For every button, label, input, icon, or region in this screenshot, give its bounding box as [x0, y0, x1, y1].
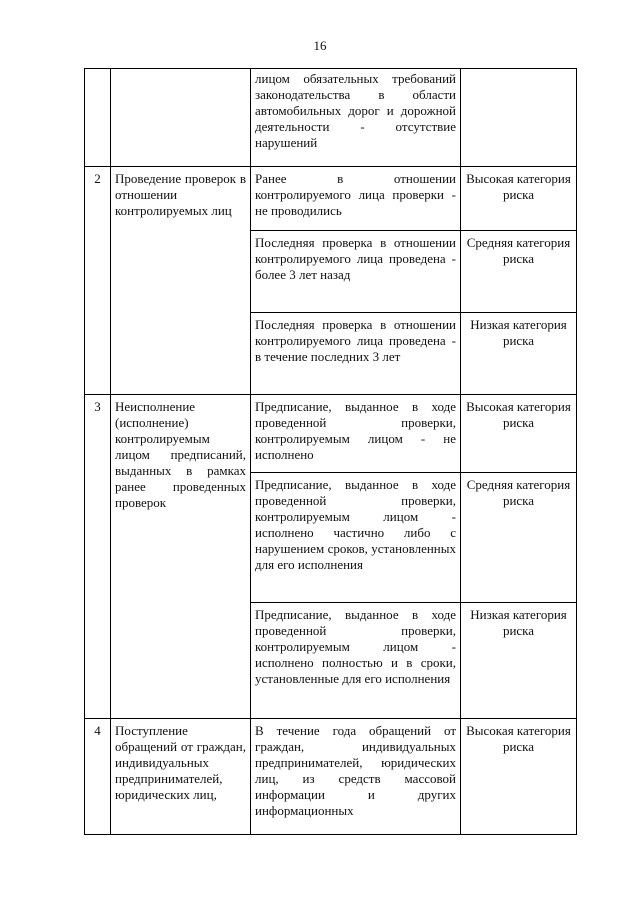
criterion-cell: Предписание, выданное в ходе проведенной проверки, контролируемым лицом - исполнено полностью и в сроки, установленные для его исполнения [251, 603, 461, 719]
row-number-cell: 4 [85, 719, 111, 835]
indicator-name-cell: Поступление обращений от граждан, индивидуальных предпринимателей, юридических лиц, [111, 719, 251, 835]
risk-category-cell: Средняя категория риска [461, 473, 577, 603]
risk-category-cell: Высокая категория риска [461, 395, 577, 473]
criterion-cell: В течение года обращений от граждан, индивидуальных предпринимателей, юридических лиц, из средств массовой информации и других информационных [251, 719, 461, 835]
indicator-name-cell: Неисполнение (исполнение) контролируемым лицом предписаний, выданных в рамках ранее проведенных проверок [111, 395, 251, 719]
criterion-cell: Предписание, выданное в ходе проведенной проверки, контролируемым лицом - исполнено частично либо с нарушением сроков, установленных для его исполнения [251, 473, 461, 603]
page-number: 16 [313, 38, 327, 53]
criterion-cell: лицом обязательных требований законодательства в области автомобильных дорог и дорожной деятельности - отсутствие нарушений [251, 69, 461, 167]
table-row [85, 719, 577, 835]
indicator-name-cell [111, 69, 251, 167]
row-number-cell [85, 69, 111, 167]
row-number-cell: 3 [85, 395, 111, 719]
criterion-cell: Предписание, выданное в ходе проведенной проверки, контролируемым лицом - не исполнено [251, 395, 461, 473]
table-row-continuation [85, 69, 577, 167]
risk-category-cell: Высокая категория риска [461, 719, 577, 835]
table-row [85, 395, 577, 473]
risk-category-cell: Средняя категория риска [461, 231, 577, 313]
row-number-cell: 2 [85, 167, 111, 395]
criterion-cell: Последняя проверка в отношении контролируемого лица проведена - в течение последних 3 лет [251, 313, 461, 395]
risk-category-cell: Низкая категория риска [461, 313, 577, 395]
criterion-cell: Ранее в отношении контролируемого лица проверки - не проводились [251, 167, 461, 231]
indicator-name-cell: Проведение проверок в отношении контролируемых лиц [111, 167, 251, 395]
risk-category-cell: Высокая категория риска [461, 167, 577, 231]
risk-category-cell [461, 69, 577, 167]
risk-category-cell: Низкая категория риска [461, 603, 577, 719]
table-row [85, 167, 577, 231]
criterion-cell: Последняя проверка в отношении контролируемого лица проведена - более 3 лет назад [251, 231, 461, 313]
risk-criteria-table [84, 68, 577, 835]
